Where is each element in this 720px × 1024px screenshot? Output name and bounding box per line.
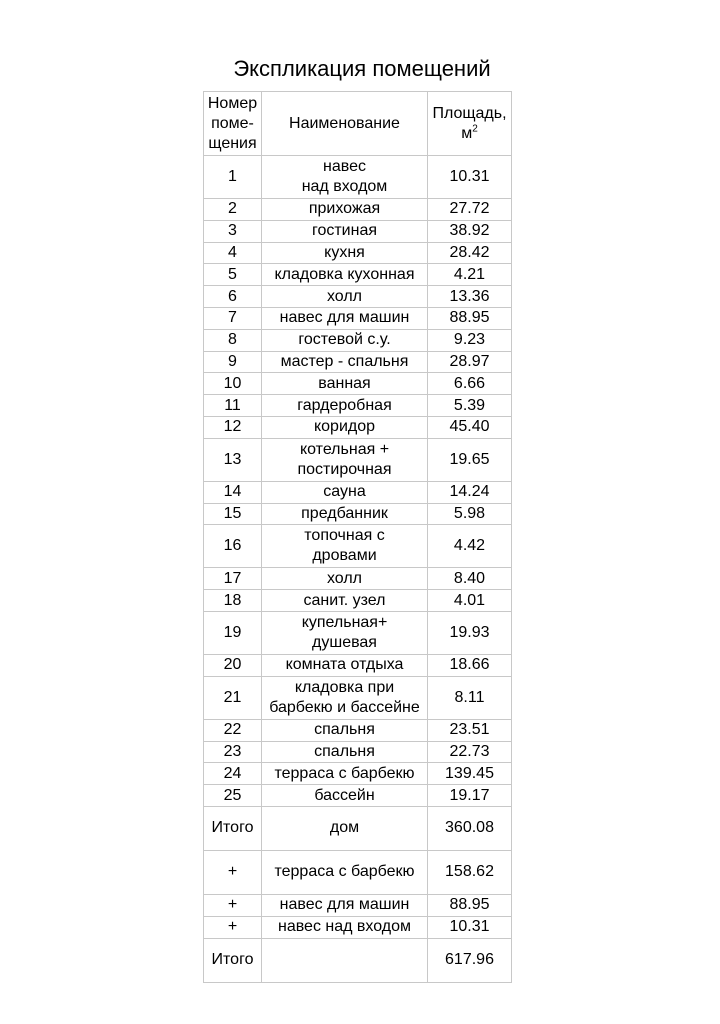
room-name-line: топочная с [304, 527, 385, 545]
room-name-line: постирочная [297, 460, 392, 478]
room-area: 13.36 [428, 286, 512, 308]
total-area: 10.31 [428, 916, 512, 938]
room-number: 17 [204, 568, 262, 590]
room-name [262, 242, 428, 264]
header-number-line: поме- [211, 114, 254, 132]
table-row [204, 242, 512, 264]
room-number: 25 [204, 785, 262, 807]
room-name-line: кладовка при [294, 678, 395, 696]
table-row [204, 264, 512, 286]
room-name-line: холл [326, 287, 363, 305]
table-row [204, 395, 512, 417]
table-row [204, 373, 512, 395]
room-number: 9 [204, 351, 262, 373]
room-area: 6.66 [428, 373, 512, 395]
room-area: 28.42 [428, 242, 512, 264]
room-number: 1 [204, 156, 262, 199]
room-name-line: гостиная [311, 222, 378, 240]
total-label: + [204, 850, 262, 894]
header-number-line: щения [208, 134, 257, 152]
room-number: 6 [204, 286, 262, 308]
room-name-line: кладовка кухонная [274, 265, 415, 283]
table-row [204, 719, 512, 741]
table-row [204, 503, 512, 525]
room-area: 19.65 [428, 438, 512, 481]
room-number: 21 [204, 676, 262, 719]
room-area: 19.17 [428, 785, 512, 807]
table-row [204, 568, 512, 590]
room-name-line: навес [323, 158, 366, 175]
room-name-line: предбанник [301, 504, 388, 522]
table-row [204, 286, 512, 308]
room-name [262, 156, 428, 199]
total-area: 88.95 [428, 894, 512, 916]
total-label: + [204, 894, 262, 916]
document-title: Экспликация помещений [233, 56, 491, 81]
room-name [262, 654, 428, 676]
room-name [262, 286, 428, 308]
room-name-line: гостевой с.у. [298, 331, 391, 349]
room-number: 11 [204, 395, 262, 417]
table-row [204, 438, 512, 481]
room-name [262, 590, 428, 612]
room-name-line: спальня [314, 721, 375, 739]
room-number: 13 [204, 438, 262, 481]
room-name-line: котельная + [299, 440, 390, 458]
room-name-line: ванная [318, 374, 371, 392]
room-name-line: коридор [313, 418, 376, 436]
room-name-line: холл [326, 569, 363, 587]
table-row [204, 676, 512, 719]
room-name-line: мастер - спальня [280, 352, 409, 370]
room-number: 18 [204, 590, 262, 612]
room-name [262, 199, 428, 221]
room-area: 23.51 [428, 719, 512, 741]
room-name-line: барбекю и бассейне [269, 698, 420, 716]
room-name-line: гардеробная [297, 396, 392, 414]
room-area: 4.01 [428, 590, 512, 612]
room-name [262, 416, 428, 438]
total-name: навес для машин [262, 894, 428, 916]
table-row [204, 481, 512, 503]
room-area: 8.40 [428, 568, 512, 590]
total-row [204, 938, 512, 982]
room-number: 20 [204, 654, 262, 676]
room-name [262, 763, 428, 785]
room-name [262, 351, 428, 373]
room-name-line: над входом [301, 178, 388, 195]
header-number-line: Номер [207, 94, 258, 112]
total-row [204, 806, 512, 850]
room-area: 139.45 [428, 763, 512, 785]
room-name [262, 307, 428, 329]
room-name [262, 264, 428, 286]
table-row [204, 199, 512, 221]
total-label: + [204, 916, 262, 938]
total-name [262, 938, 428, 982]
table-row [204, 525, 512, 568]
header-area [428, 92, 512, 156]
room-name-line: бассейн [314, 786, 375, 804]
room-name-line: санит. узел [303, 591, 386, 609]
room-name [262, 611, 428, 654]
room-name [262, 676, 428, 719]
room-area: 22.73 [428, 741, 512, 763]
room-area: 45.40 [428, 416, 512, 438]
room-number: 24 [204, 763, 262, 785]
total-area: 158.62 [428, 850, 512, 894]
header-name: Наименование [262, 92, 428, 156]
room-name-line: прихожая [308, 200, 381, 218]
room-number: 22 [204, 719, 262, 741]
room-name-line: дровами [312, 547, 377, 565]
room-number: 23 [204, 741, 262, 763]
table-row [204, 654, 512, 676]
total-row [204, 916, 512, 938]
total-name: дом [262, 806, 428, 850]
room-name [262, 785, 428, 807]
total-area: 360.08 [428, 806, 512, 850]
total-row [204, 894, 512, 916]
total-name: терраса с барбекю [262, 850, 428, 894]
room-area: 14.24 [428, 481, 512, 503]
rooms-table [203, 91, 512, 983]
total-row [204, 850, 512, 894]
table-row [204, 220, 512, 242]
room-name-line: комната отдыха [285, 656, 404, 674]
room-name [262, 438, 428, 481]
table-row [204, 785, 512, 807]
room-name [262, 568, 428, 590]
room-number: 10 [204, 373, 262, 395]
room-name [262, 481, 428, 503]
room-number: 7 [204, 307, 262, 329]
room-area: 8.11 [428, 676, 512, 719]
room-area: 88.95 [428, 307, 512, 329]
table-row [204, 351, 512, 373]
room-name [262, 741, 428, 763]
room-area: 38.92 [428, 220, 512, 242]
table-header-row [204, 92, 512, 156]
table-row [204, 329, 512, 351]
room-name-line: спальня [314, 742, 375, 760]
room-number: 3 [204, 220, 262, 242]
room-number: 12 [204, 416, 262, 438]
room-number: 19 [204, 611, 262, 654]
header-area-unit: $м^2$ [461, 123, 478, 142]
room-area: 18.66 [428, 654, 512, 676]
table-row [204, 307, 512, 329]
table-row [204, 590, 512, 612]
room-area: 27.72 [428, 199, 512, 221]
room-name [262, 220, 428, 242]
room-name-line: навес для машин [279, 309, 410, 327]
table-row [204, 156, 512, 199]
room-area: 28.97 [428, 351, 512, 373]
room-number: 14 [204, 481, 262, 503]
room-area: 19.93 [428, 611, 512, 654]
room-name-line: сауна [323, 483, 366, 501]
table-row [204, 741, 512, 763]
room-area: 4.21 [428, 264, 512, 286]
room-name-line: терраса с барбекю [274, 764, 415, 782]
total-area: 617.96 [428, 938, 512, 982]
room-area: 9.23 [428, 329, 512, 351]
total-label: Итого [204, 938, 262, 982]
room-name [262, 329, 428, 351]
room-area: 5.39 [428, 395, 512, 417]
total-name: навес над входом [262, 916, 428, 938]
room-name-line: купельная+ [301, 613, 388, 631]
room-number: 15 [204, 503, 262, 525]
room-name [262, 503, 428, 525]
room-area: 4.42 [428, 525, 512, 568]
room-name [262, 373, 428, 395]
room-name [262, 395, 428, 417]
room-name [262, 719, 428, 741]
room-number: 8 [204, 329, 262, 351]
room-name [262, 525, 428, 568]
room-area: 5.98 [428, 503, 512, 525]
room-number: 2 [204, 199, 262, 221]
room-name-line: душевая [312, 633, 377, 651]
total-label: Итого [204, 806, 262, 850]
header-area-label: Площадь, [432, 104, 507, 122]
room-name-line: кухня [324, 243, 365, 261]
table-row [204, 416, 512, 438]
room-number: 16 [204, 525, 262, 568]
room-area: 10.31 [428, 156, 512, 199]
table-row [204, 763, 512, 785]
table-row [204, 611, 512, 654]
room-number: 4 [204, 242, 262, 264]
header-number [204, 92, 262, 156]
room-number: 5 [204, 264, 262, 286]
